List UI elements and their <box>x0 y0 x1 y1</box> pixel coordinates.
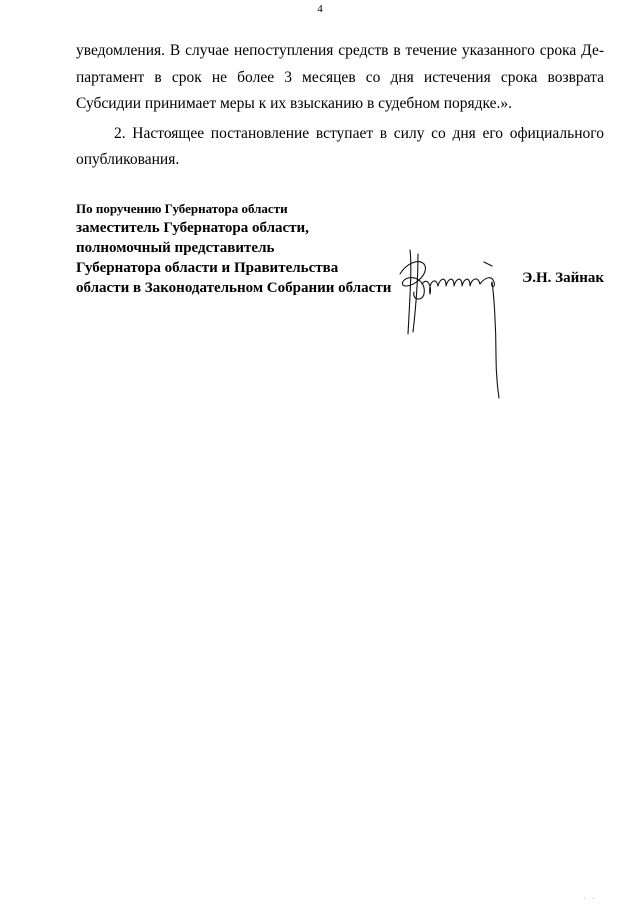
handwritten-signature <box>396 236 508 406</box>
signatory-title-line: полномочный представитель <box>76 240 275 256</box>
document-body <box>76 38 604 174</box>
signatory-title-line: заместитель Губернатора области, <box>76 220 309 236</box>
signatory-name: Э.Н. Зайнак <box>522 270 604 286</box>
paragraph-line: принимает меры к их взысканию в судебном порядке.». <box>144 95 513 112</box>
paragraph-line: партамент в срок не более 3 месяцев со дня истечения срока возврата Субсидии <box>76 68 604 112</box>
paragraph-line: опубликования. <box>76 151 180 168</box>
scan-mark: . . <box>583 891 596 901</box>
paragraph-effective-date <box>76 121 604 174</box>
page-number: 4 <box>317 3 323 15</box>
signatory-title-line: Губернатора области и Правительства <box>76 260 339 276</box>
signatory-title-line: области в Законодательном Собрании области <box>76 280 392 296</box>
paragraph-line: уведомления. В случае непоступления средств в течение указанного срока Де- <box>76 42 604 59</box>
delegation-line: По поручению Губернатора области <box>76 201 288 216</box>
paragraph-line: 2. Настоящее постановление вступает в силу со дня его официального <box>114 124 604 142</box>
paragraph-subsidy-return <box>76 38 604 118</box>
